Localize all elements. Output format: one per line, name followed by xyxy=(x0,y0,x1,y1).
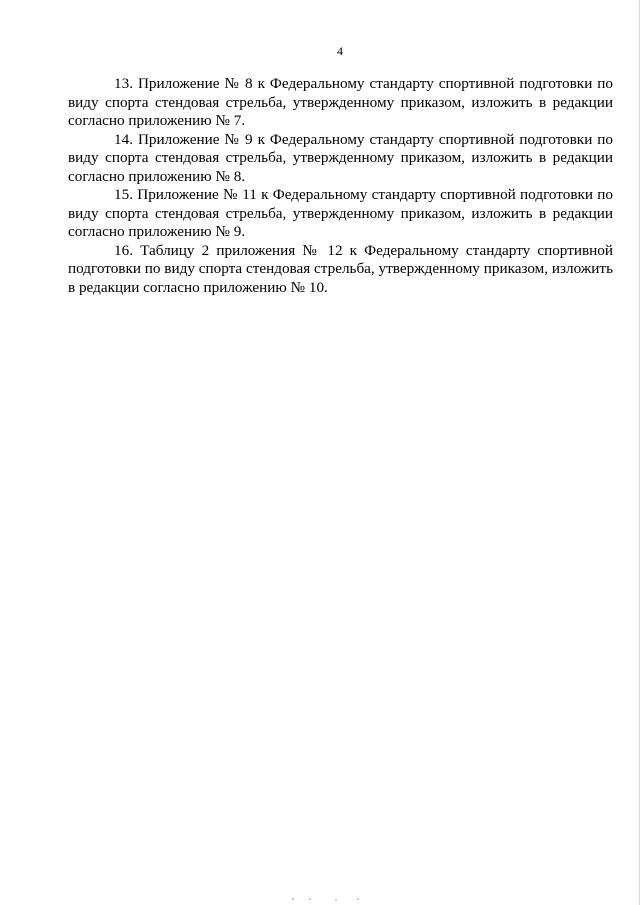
paragraph-13: 13. Приложение № 8 к Федеральному стандарту спортивной подготовки по виду спорта стендовая стрельба, утвержденному приказом, изложить в редакции согласно приложению № 7. xyxy=(68,75,613,129)
paragraph-15: 15. Приложение № 11 к Федеральному стандарту спортивной подготовки по виду спорта стендовая стрельба, утвержденному приказом, изложить в редакции согласно приложению № 9. xyxy=(68,186,613,240)
paragraph-16: 16. Таблицу 2 приложения № 12 к Федеральному стандарту спортивной подготовки по виду спорта стендовая стрельба, утвержденному приказом, изложить в редакции согласно приложению № 10. xyxy=(68,241,613,296)
page-number: 4 xyxy=(337,44,343,58)
scan-speck xyxy=(288,898,368,901)
paragraph-14: 14. Приложение № 9 к Федеральному стандарту спортивной подготовки по виду спорта стендовая стрельба, утвержденному приказом, изложить в редакции согласно приложению № 8. xyxy=(68,130,613,185)
document-body xyxy=(68,75,613,297)
